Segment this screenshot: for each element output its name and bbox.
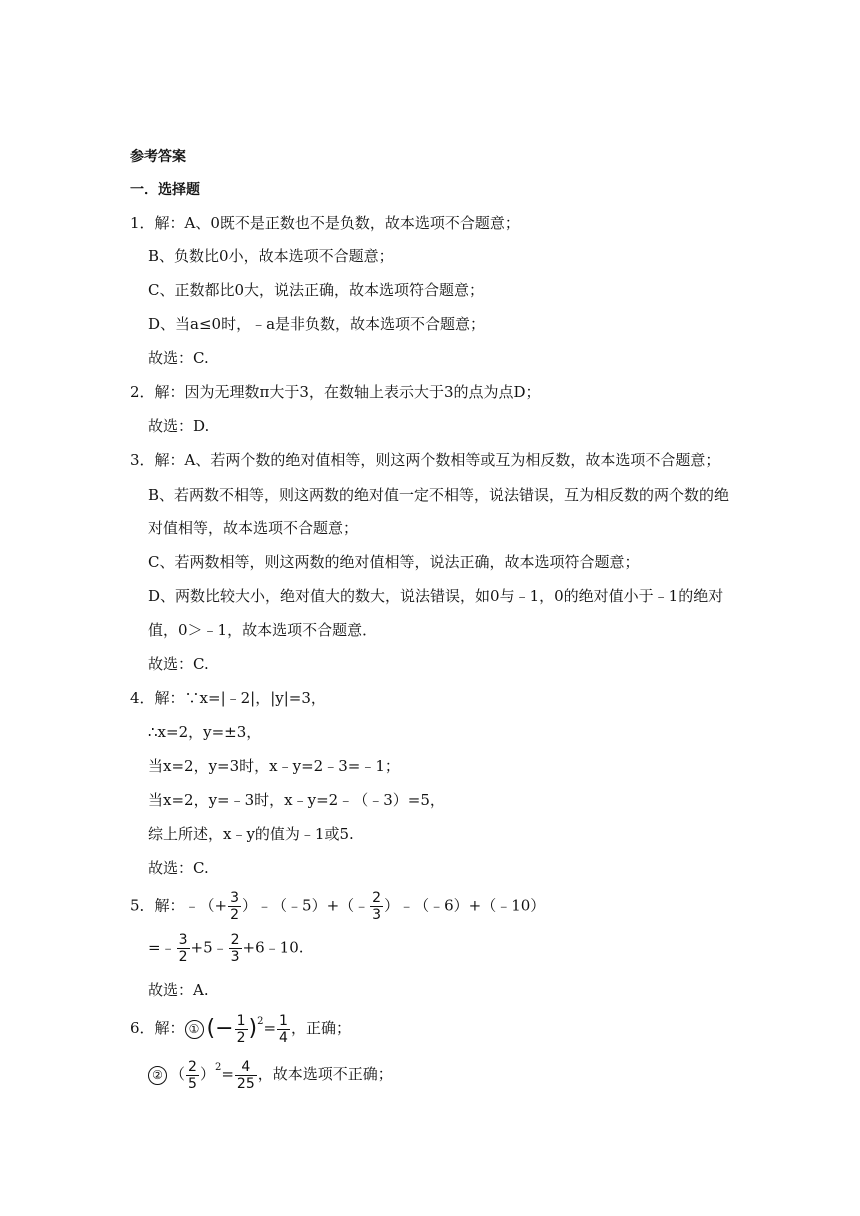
q6-item-2 (148, 1058, 393, 1092)
q5-fraction-2: $\frac{2}{3}$ (372, 890, 382, 923)
q6-a-fraction: $\frac{1}{2}$ (236, 1012, 246, 1046)
q6-b-fraction: $\frac{2}{5}$ (188, 1058, 197, 1092)
q3-answer: 故选：C. (148, 655, 209, 673)
q3-line-5: D、两数比较大小，绝对值大的数大，说法错误，如0与﹣1，0的绝对值小于﹣1的绝对 (148, 587, 724, 605)
q6-b-equals: = (221, 1065, 234, 1083)
q1-answer: 故选：C. (148, 349, 209, 367)
q6-a-tail: ，正确； (290, 1019, 351, 1037)
q5-expression (130, 890, 545, 923)
q1-line-1: 1．解：A、0既不是正数也不是负数，故本选项不合题意； (130, 214, 520, 232)
q6-a-exponent: 2 (257, 1016, 264, 1027)
q4-answer: 故选：C. (148, 859, 209, 877)
q5-fraction-3: $\frac{3}{2}$ (178, 932, 188, 965)
q4-line-4: 当x=2，y=﹣3时，x﹣y=2﹣（﹣3）=5， (148, 791, 445, 809)
q6-b-tail: ，故本选项不正确； (257, 1065, 393, 1083)
circled-one-icon: ① (185, 1020, 204, 1039)
q6-b-open: （ (170, 1065, 186, 1083)
q6-prefix: 6．解： (130, 1019, 185, 1037)
q3-line-3: 对值相等，故本选项不合题意； (148, 519, 359, 537)
q6-a-result: $\frac{1}{4}$ (279, 1012, 288, 1046)
q5-eq-start: =﹣ (148, 938, 176, 957)
q6-item-1 (130, 1012, 351, 1046)
q5-simplified (148, 932, 304, 965)
q4-line-2: ∴x=2，y=±3， (148, 723, 262, 741)
q2-line-1: 2．解：因为无理数π大于3，在数轴上表示大于3的点为点D； (130, 383, 541, 401)
circled-two-icon: ② (148, 1066, 167, 1085)
q5-mid: ）﹣（﹣5）+（﹣ (242, 896, 370, 915)
q5-prefix: 5．解：﹣（+ (130, 896, 228, 915)
q6-b-close: ） (199, 1065, 215, 1083)
q6-a-close: ) (248, 1016, 258, 1041)
q4-line-5: 综上所述，x﹣y的值为﹣1或5. (148, 825, 354, 843)
q5-eq-mid: +5﹣ (190, 938, 228, 957)
q1-line-3: C、正数都比0大，说法正确，故本选项符合题意； (148, 281, 485, 299)
q6-a-open: (− (206, 1016, 234, 1041)
section-heading: 一．选择题 (130, 182, 200, 198)
q5-eq-end: +6﹣10. (242, 938, 304, 957)
q4-line-3: 当x=2，y=3时，x﹣y=2﹣3=﹣1； (148, 757, 400, 775)
q6-a-equals: = (263, 1019, 277, 1037)
q3-line-2: B、若两数不相等，则这两数的绝对值一定不相等，说法错误，互为相反数的两个数的绝 (148, 486, 730, 504)
q3-line-1: 3．解：A、若两个数的绝对值相等，则这两个数相等或互为相反数，故本选项不合题意； (130, 451, 721, 469)
q6-b-exponent: 2 (214, 1062, 222, 1073)
page-title: 参考答案 (130, 149, 186, 165)
q4-line-1: 4．解：∵x=|﹣2|，|y|=3， (130, 689, 326, 707)
q2-answer: 故选：D. (148, 417, 210, 435)
q1-line-2: B、负数比0小，故本选项不合题意； (148, 247, 394, 265)
q5-answer: 故选：A. (148, 981, 209, 999)
q5-fraction-1: $\frac{3}{2}$ (230, 890, 240, 923)
q6-b-result: $\frac{4}{25}$ (236, 1058, 255, 1092)
q3-line-6: 值，0＞﹣1，故本选项不合题意． (148, 621, 378, 639)
q1-line-4: D、当a≤0时，﹣a是非负数，故本选项不合题意； (148, 315, 486, 333)
q3-line-4: C、若两数相等，则这两数的绝对值相等，说法正确，故本选项符合题意； (148, 553, 640, 571)
q5-tail: ）﹣（﹣6）+（﹣10） (384, 896, 546, 915)
q5-fraction-4: $\frac{2}{3}$ (230, 932, 240, 965)
